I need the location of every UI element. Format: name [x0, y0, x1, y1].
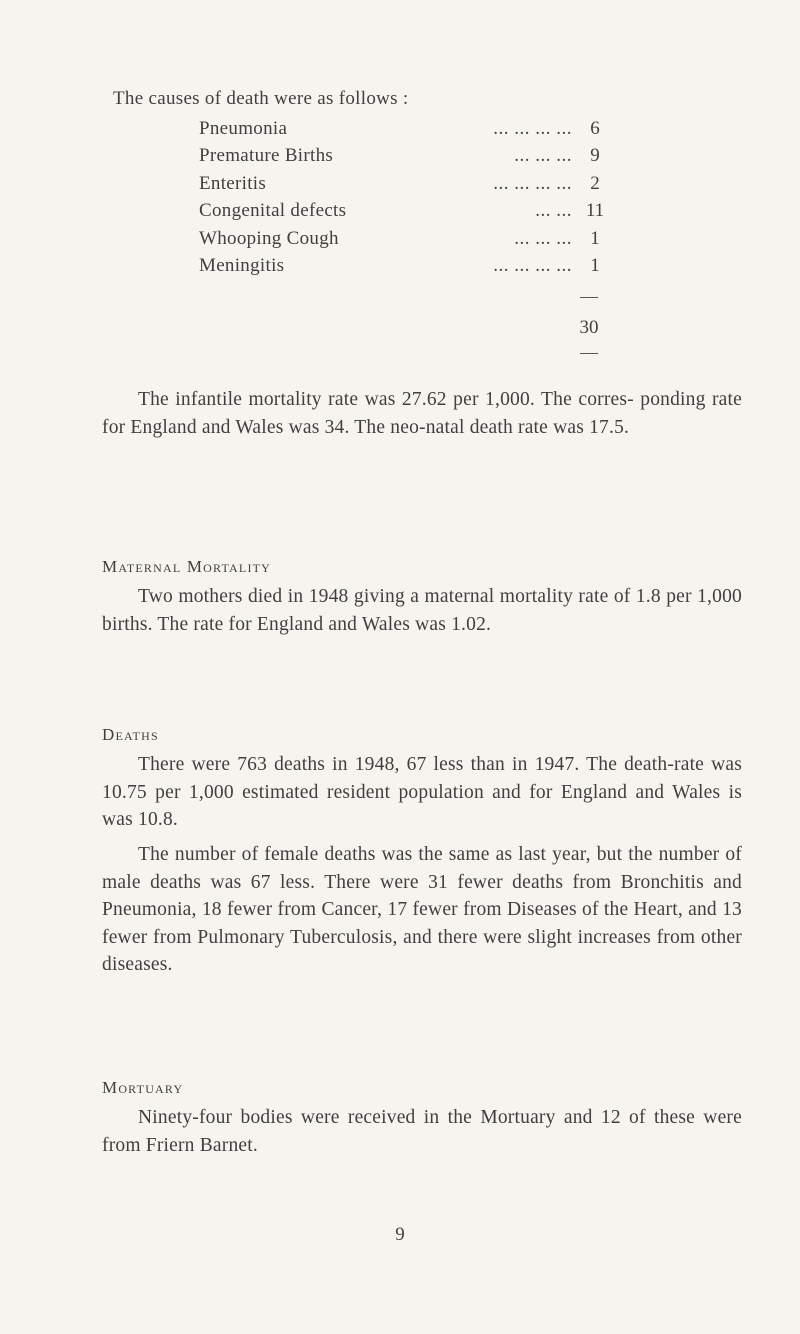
cause-name: Congenital defects [199, 200, 347, 222]
leader-dots: ... ... ... ... [493, 172, 572, 194]
cause-count: 6 [590, 118, 600, 139]
leader-dots: ... ... ... [514, 145, 572, 167]
cause-row-enteritis [199, 170, 609, 197]
total-rule-top [580, 297, 598, 298]
leader-dots: ... ... ... ... [493, 118, 572, 139]
cause-name: Whooping Cough [199, 227, 339, 249]
cause-row-premature-births [199, 142, 609, 169]
cause-row-pneumonia [199, 115, 609, 142]
mortuary-paragraph: Ninety-four bodies were received in the Mortuary and 12 of these were from Friern Barnet. [102, 1107, 742, 1156]
cause-name: Enteritis [199, 172, 267, 194]
cause-count: 11 [585, 200, 605, 222]
cause-name: Premature Births [199, 145, 334, 167]
deaths-paragraph-1: There were 763 deaths in 1948, 67 less than in 1947. The death-rate was 10.75 per 1,000 estimated resident population and for England and Wales is was 10.8. [102, 754, 742, 830]
page-number: 9 [395, 1224, 405, 1245]
cause-name: Meningitis [199, 254, 285, 276]
maternal-mortality-paragraph: Two mothers died in 1948 giving a maternal mortality rate of 1.8 per 1,000 births. The rate for England and Wales was 1.02. [102, 586, 742, 635]
infantile-mortality-paragraph: The infantile mortality rate was 27.62 per 1,000. The corres- ponding rate for England and Wales was 34. The neo-natal death rate was 17.5. [102, 389, 742, 438]
cause-row-meningitis [199, 252, 609, 279]
causes-table [199, 115, 609, 279]
leader-dots: ... ... ... ... [493, 254, 572, 276]
causes-total: 30 [579, 317, 599, 338]
leader-dots: ... ... ... [514, 227, 572, 249]
cause-count: 1 [590, 227, 600, 249]
cause-count: 9 [590, 145, 600, 167]
cause-count: 2 [590, 172, 600, 194]
cause-row-whooping-cough [199, 225, 609, 252]
maternal-mortality-heading: Maternal Mortality [102, 557, 272, 576]
deaths-paragraph-2: The number of female deaths was the same as last year, but the number of male deaths was 67 less. There were 31 fewer deaths from Bronchitis and Pneumonia, 18 fewer from Cancer, 17 fewer from Diseases of the Heart, and 13 fewer from Pulmonary Tuberculosis, and there were slight increases from other diseases. [102, 844, 742, 975]
cause-row-congenital-defects [199, 197, 609, 224]
leader-dots: ... ... [535, 200, 572, 222]
cause-count: 1 [590, 254, 600, 276]
cause-name: Pneumonia [199, 118, 288, 139]
deaths-heading: Deaths [102, 725, 159, 744]
total-rule-bottom [580, 353, 598, 354]
causes-intro: The causes of death were as follows : [113, 88, 409, 109]
mortuary-heading: Mortuary [102, 1078, 184, 1097]
